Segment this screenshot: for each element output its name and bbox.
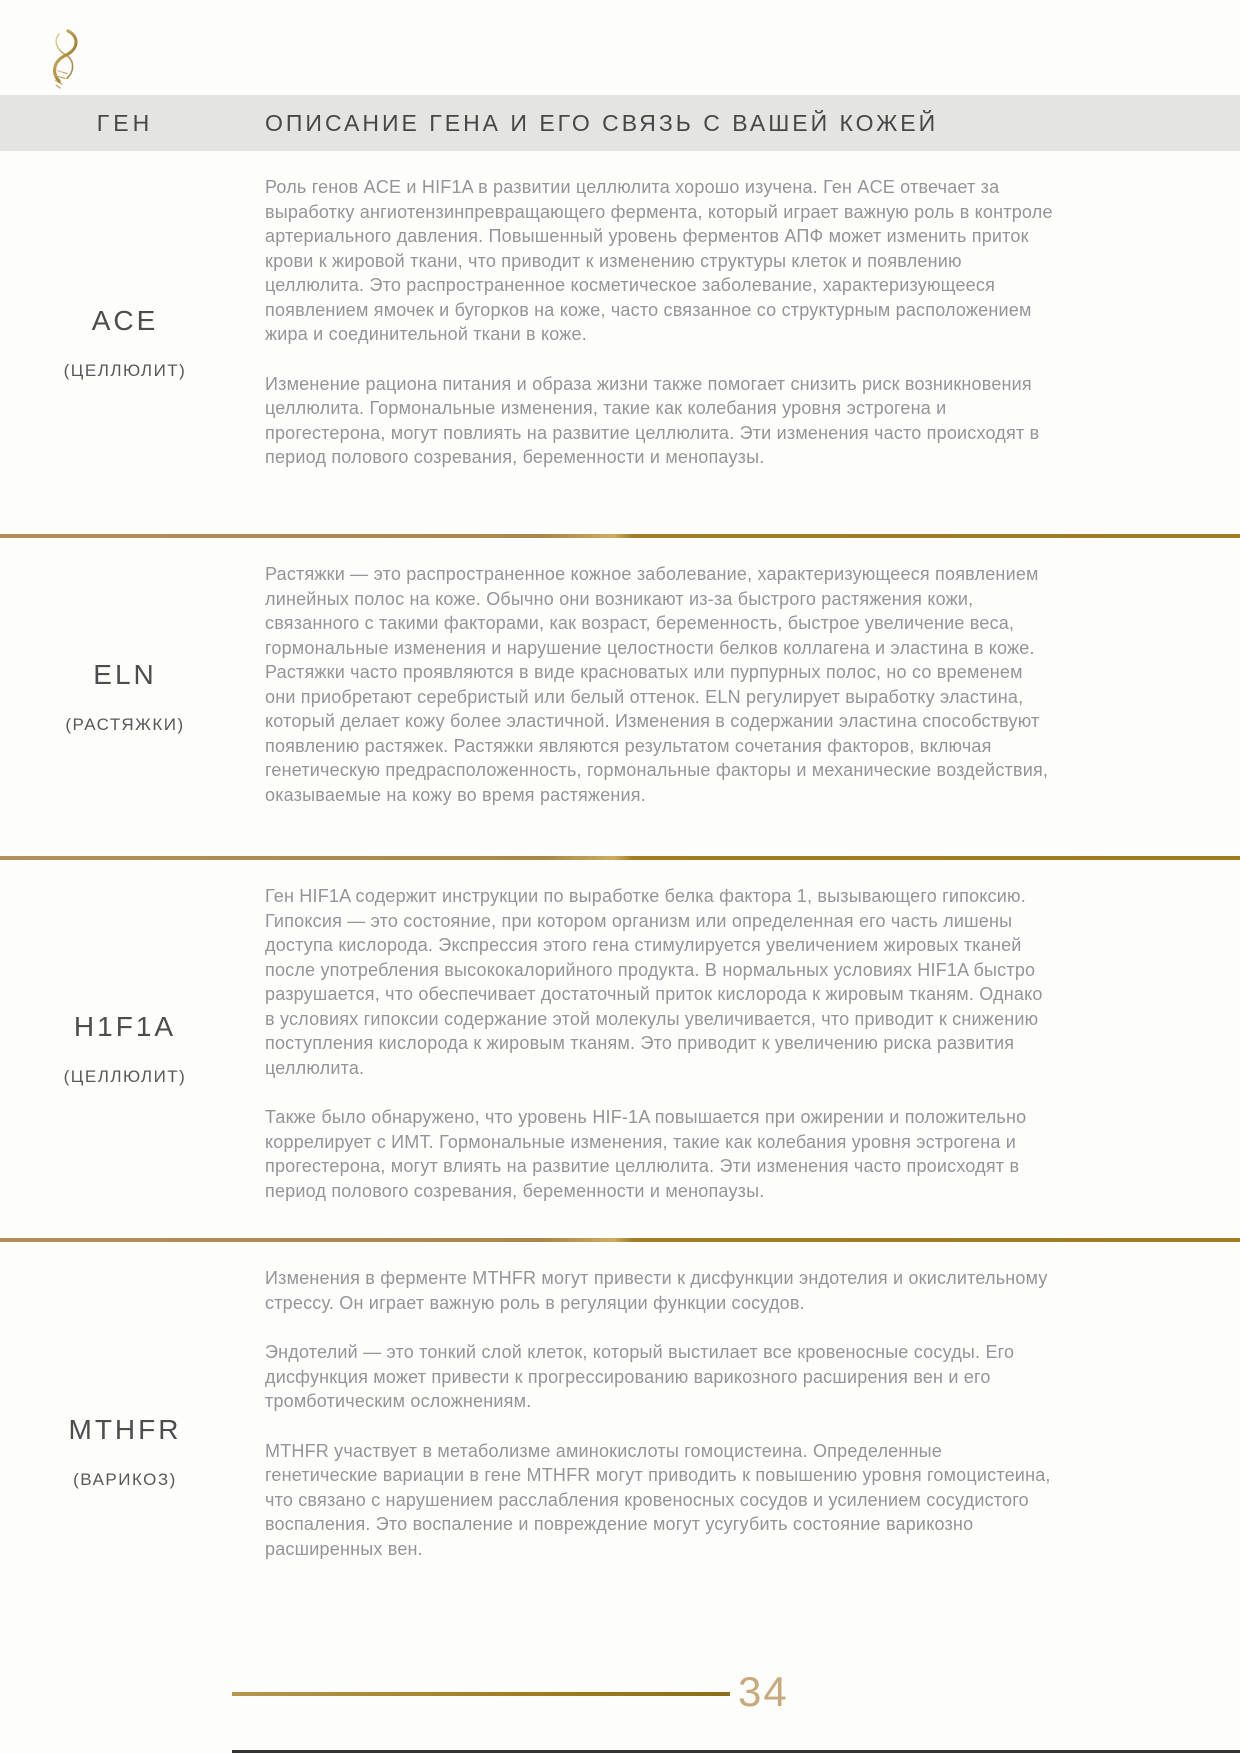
gene-row-mthfr [0,1242,1240,1662]
gene-row-eln [0,538,1240,856]
description-paragraph: Роль генов ACE и HIF1A в развитии целлюлита хорошо изучена. Ген ACE отвечает за выработку ангиотензинпревращающего фермента, который играет важную роль в контроле артериального давления. Повышенный уровень ферментов АПФ может изменить приток крови к жировой ткани, что приводит к изменению структуры клеток и появлению целлюлита. Это распространенное косметическое заболевание, характеризующееся появлением ямочек и бугорков на коже, часто связанное со структурным расположением жира и соединительной ткани в коже. [265,177,1053,344]
description-paragraph: Ген HIF1A содержит инструкции по выработке белка фактора 1, вызывающего гипоксию. Гипоксия — это состояние, при котором организм или определенная его часть лишены доступа кислорода. Экспрессия этого гена стимулируется увеличением жировых тканей после употребления высококалорийного продукта. В нормальных условиях HIF1A быстро разрушается, что обеспечивает достаточный приток кислорода к жировым тканям. Однако в условиях гипоксии содержание этой молекулы увеличивается, что приводит к снижению поступления кислорода к жировым тканям. Это приводит к увеличению риска развития целлюлита. [265,886,1043,1078]
column-header-description: ОПИСАНИЕ ГЕНА И ЕГО СВЯЗЬ С ВАШЕЙ КОЖЕЙ [265,109,939,136]
gene-description-cell [250,151,1055,534]
gene-condition-ace: (ЦЕЛЛЮЛИТ) [63,360,187,380]
description-paragraph: MTHFR участвует в метаболизме аминокислоты гомоцистеина. Определенные генетические вариации в гене MTHFR могут приводить к повышению уровня гомоцистеина, что связано с нарушением расслабления кровеносных сосудов и усилением сосудистого воспаления. Это воспаление и повреждение могут усугубить состояние варикозно расширенных вен. [265,1440,1051,1559]
top-bar [0,0,1240,95]
gene-condition-h1f1a: (ЦЕЛЛЮЛИТ) [63,1067,187,1086]
gene-cell [0,151,250,534]
gene-name-eln: ELN [93,659,157,690]
gene-cell [0,1242,250,1662]
gene-name-mthfr: MTHFR [68,1414,182,1445]
column-header-gene: ГЕН [96,109,154,136]
description-paragraph: Растяжки — это распространенное кожное заболевание, характеризующееся появлением линейных полос на коже. Обычно они возникают из-за быстрого растяжения кожи, связанного с такими факторами, как возраст, беременность, быстрое увеличение веса, гормональные изменения и нарушение целостности белков коллагена и эластина в коже. Растяжки часто проявляются в виде красноватых или пурпурных полос, но со временем они приобретают серебристый или белый оттенок. ELN регулирует выработку эластина, который делает кожу более эластичной. Изменения в содержании эластина способствуют появлению растяжек. Растяжки являются результатом сочетания факторов, включая генетическую предрасположенность, гормональные факторы и механические воздействия, оказываемые на кожу во время растяжения. [265,564,1049,805]
table-header-bar [0,95,1240,151]
gene-condition-eln: (РАСТЯЖКИ) [65,715,185,734]
gene-cell [0,860,250,1238]
gene-description-cell [250,538,1055,856]
page-footer [0,1662,1240,1754]
bottom-edge-rule [232,1750,1240,1753]
description-paragraph: Изменения в ферменте MTHFR могут привести к дисфункции эндотелия и окислительному стрессу. Он играет важную роль в регуляции функции сосудов. [265,1268,1048,1313]
description-paragraph: Изменение рациона питания и образа жизни также помогает снизить риск возникновения целлюлита. Гормональные изменения, такие как колебания уровня эстрогена и прогестерона, могут повлиять на развитие целлюлита. Эти изменения часто происходят в период полового созревания, беременности и менопаузы. [265,373,1040,467]
description-paragraph: Также было обнаружено, что уровень HIF-1A повышается при ожирении и положительно коррелирует с ИМТ. Гормональные изменения, такие как колебания уровня эстрогена и прогестерона, могут влиять на развитие целлюлита. Эти изменения часто происходят в период полового созревания, беременности и менопаузы. [265,1107,1027,1201]
footer-gold-line [232,1692,730,1696]
gene-name-ace: ACE [91,304,159,336]
gene-description-cell [250,860,1055,1238]
description-paragraph: Эндотелий — это тонкий слой клеток, который выстилает все кровеносные сосуды. Его дисфункция может привести к прогрессированию варикозного расширения вен и его тромботическим осложнениям. [265,1342,1015,1411]
gene-condition-mthfr: (ВАРИКОЗ) [73,1470,177,1489]
gene-row-ace [0,151,1240,534]
gene-description-cell [250,1242,1055,1662]
gene-row-h1f1a [0,860,1240,1238]
gene-cell [0,538,250,856]
brand-dna-logo-icon [44,28,84,90]
gene-name-h1f1a: H1F1A [73,1011,177,1042]
page-number: 34 [738,1668,789,1715]
